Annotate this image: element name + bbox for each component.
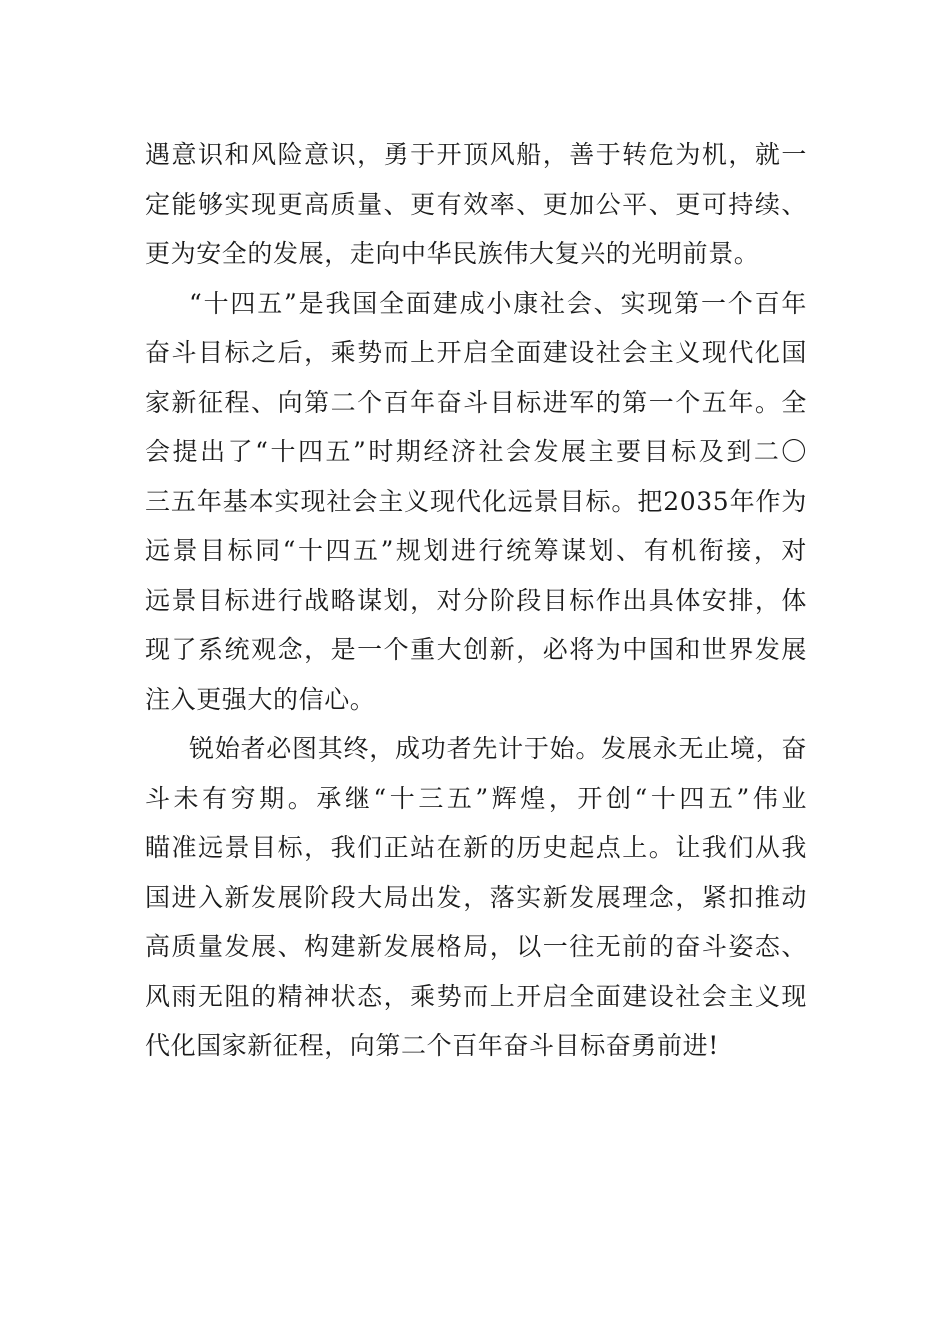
- text-line: 注入更强大的信心。: [145, 684, 376, 714]
- text-line: 远景目标进行战略谋划，对分阶段目标作出具体安排，体: [145, 585, 807, 615]
- text-line: “十四五”是我国全面建成小康社会、实现第一个百年: [189, 288, 807, 318]
- text-line: 风雨无阻的精神状态，乘势而上开启全面建设社会主义现: [145, 981, 807, 1011]
- text-line: 三五年基本实现社会主义现代化远景目标。把2035年作为: [145, 486, 807, 516]
- text-line: 更为安全的发展，走向中华民族伟大复兴的光明前景。: [145, 239, 760, 268]
- text-line: 现了系统观念，是一个重大创新，必将为中国和世界发展: [145, 635, 807, 664]
- text-line: 斗未有穷期。承继“十三五”辉煌，开创“十四五”伟业: [145, 783, 807, 813]
- text-line: 代化国家新征程，向第二个百年奋斗目标奋勇前进!: [145, 1031, 719, 1060]
- text-line: 瞄准远景目标，我们正站在新的历史起点上。让我们从我: [145, 833, 807, 862]
- text-line: 锐始者必图其终，成功者先计于始。发展永无止境，奋: [189, 734, 807, 763]
- text-line: 远景目标同“十四五”规划进行统筹谋划、有机衔接，对: [145, 536, 807, 565]
- paragraph-2: [145, 279, 807, 725]
- document-body: [145, 130, 807, 1071]
- text-line: 遇意识和风险意识，勇于开顶风船，善于转危为机，就一: [145, 140, 807, 169]
- text-line: 定能够实现更高质量、更有效率、更加公平、更可持续、: [145, 189, 807, 219]
- text-line: 家新征程、向第二个百年奋斗目标进军的第一个五年。全: [145, 387, 807, 417]
- text-line: 奋斗目标之后，乘势而上开启全面建设社会主义现代化国: [145, 338, 807, 367]
- text-line: 高质量发展、构建新发展格局，以一往无前的奋斗姿态、: [145, 932, 807, 961]
- paragraph-1: [145, 130, 807, 279]
- text-line: 会提出了“十四五”时期经济社会发展主要目标及到二〇: [145, 437, 807, 466]
- paragraph-3: [145, 724, 807, 1071]
- text-line: 国进入新发展阶段大局出发，落实新发展理念，紧扣推动: [145, 882, 807, 912]
